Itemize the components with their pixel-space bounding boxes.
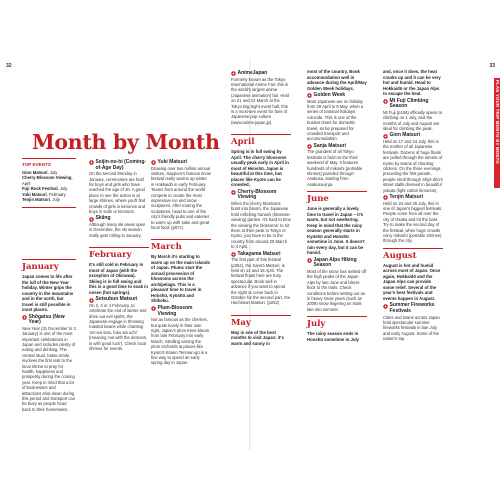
event-body: Although many ski areas open in December, the ski season really gets rolling in January. (89, 222, 146, 238)
event-title: Japan Alps Hiking Season (313, 256, 357, 269)
column-2 (89, 158, 149, 353)
top-event-item: Cherry-Blossom Viewing, April (22, 175, 73, 186)
event-body: Drawing over two million annual visitors, Sapporo's famous snow festival really warms up winter in Hokkaidō in early February. Teams from around the world compete to create the most impressive ice and snow sculptures. After touring the sculptures, head to one of the city's friendly pubs and eateries to warm up with sake and great local food. (p671) (151, 165, 211, 231)
event-icon (307, 258, 312, 263)
event-icon (307, 93, 312, 98)
month-heading-july: July (307, 316, 367, 329)
event-seijin (89, 160, 149, 171)
column-6 (383, 69, 443, 343)
event-icon (151, 160, 156, 165)
event-icon (89, 298, 94, 303)
month-heading-february: February (89, 247, 149, 260)
event-title: Shōgatsu (New Year) (28, 313, 65, 326)
top-event-item: Gion Matsuri, July (22, 169, 58, 175)
top-events-heading: TOP EVENTS (22, 162, 51, 167)
event-title: Yuki Matsuri (157, 159, 187, 165)
month-heading-march: March (151, 239, 211, 252)
event-icon (383, 134, 388, 139)
event-icon (383, 304, 388, 309)
event-body: When the cherry blossoms burst into bloom, the Japanese hold rollicking hanami (blossom-viewing) parties. It's hard to time the viewing the blossoms: to hit them at their peak in Tokyo or Kyoto, you have to be in the country from around 25 March to 4 April. (231, 200, 291, 250)
march-intro: By March it's starting to warm up on the main islands of Japan. Plums start the annual procession of blossoms across the archipelago. This is a pleasant time to travel in Honshū, Kyūshū and Shikoku. (151, 254, 210, 304)
event-icon (383, 99, 388, 104)
february-intro: It's still cold in February in most of Japan (with the exception of Okinawa). Skiing is in full swing and this is a good time to soak in onsen (hot springs). (89, 262, 148, 295)
event-title: Skiing (95, 215, 111, 222)
event-title: Gion Matsuri (389, 132, 421, 139)
may-intro: May is one of the best months to visit Japan: it's warm and sunny in (231, 329, 284, 346)
event-title: Tenjin Matsuri (389, 193, 424, 200)
event-title: Takayama Matsuri (237, 250, 281, 257)
july-intro: The rainy season ends in Honshū sometime in July (307, 331, 360, 342)
event-title: Summer Fireworks Festivals (389, 302, 435, 314)
event-icon (231, 252, 236, 257)
event-title: Seijin-no-hi (Coming-of-Age Day) (95, 159, 147, 171)
event-title: Golden Week (313, 92, 346, 98)
top-events-box (22, 158, 76, 208)
month-heading-june: June (307, 191, 367, 204)
event-title: Mt Fuji Climbing Season (389, 97, 429, 110)
event-body: On 2, 3 or 4 February, to celebrate the end of winter and drive out evil spirits, the Japanese engage in throwing roasted beans while chanting 'oni wa soto, fuku wa uchi' (meaning 'out with the demons, in with good luck'). Check local shrines for events. (89, 302, 148, 352)
june-intro: June is generally a lovely time to travel in Japan – it's warm, but not sweltering. Keep in mind that the rainy season generally starts in Kyūshū and Honshū sometime in June. It doesn't rain every day, but it can be humid. (307, 206, 365, 256)
month-heading-august: August (383, 248, 443, 261)
event-shogatsu (22, 315, 76, 326)
event-title: Setsubun Matsuri (95, 296, 138, 303)
side-tab-label: PLAN YOUR TRIP MONTH BY MONTH (495, 80, 500, 164)
april-intro: Spring is in full swing by April. The cherry blossoms usually peak early in April in most of Honshū. Japan is beautiful at this time, but places like Kyoto can be crowded. (231, 149, 289, 188)
event-plum (151, 306, 211, 317)
column-1 (22, 158, 76, 413)
august-intro: August is hot and humid across most of Japan. Once again, Hokkaidō and the Japan Alps can provide some relief. Several of the year's best festivals and events happen in August. (383, 262, 441, 301)
event-body: Cities and towns across Japan hold spectacular summer fireworks festivals in late July and early August. Some of the nation's top (383, 314, 440, 342)
event-title: AnimeJapan (237, 70, 268, 76)
event-cherry (231, 190, 291, 201)
january-intro: Japan comes to life after the lull of the New Year holiday. Winter grips the country in the mountains and in the north, but travel is still possible in most places. (22, 274, 74, 313)
event-icon (151, 306, 156, 311)
event-icon (89, 217, 94, 222)
month-heading-january: January (22, 259, 76, 272)
column-4-main-text (231, 69, 291, 348)
event-icon (231, 190, 236, 195)
left-page-number: 32 (6, 63, 12, 69)
event-icon (383, 195, 388, 200)
month-heading-may: May (231, 315, 291, 328)
top-event-item: Yuki Matsuri, February (22, 191, 66, 197)
event-icon (231, 71, 236, 76)
event-title: Plum-Blossom Viewing (157, 304, 193, 317)
event-body: Most of the snow has melted off the high peaks of the Japan Alps by late June and hikers flock to the trails. Check conditions before setting out as in heavy snow years (such as 2009) snow lingering on trails late into summer. (307, 268, 367, 312)
event-body: Most Japanese are on holiday from 29 April to 5 May, when a series of national holidays coincide. This is one of the busiest times for domestic travel, so be prepared for crowded transport and accommodation. (307, 98, 364, 142)
column-5 (307, 69, 367, 344)
right-page-number: 33 (489, 63, 495, 69)
event-title: Sanja Matsuri (313, 142, 347, 149)
event-alps (307, 258, 367, 269)
top-event-item: Fuji Rock Festival, July (22, 186, 68, 192)
event-body: Not as famous as the cherries, but quite lovely in their own right, Japan's plum trees bloom from late February into early March. Strolling among the plum orchards at places like Kyoto's Kitano Tenman-gū is a fine way to spend an early spring day in Japan. (151, 317, 210, 366)
event-icon (89, 160, 94, 165)
column-3 (151, 158, 211, 367)
event-icon (22, 315, 27, 320)
top-event-item: Tenjin Matsuri, July (22, 197, 60, 203)
event-body: Formerly known as the Tokyo International Anime Fair, this is the world's largest anime (Japanese animation) fair. Held on 21 and 22 March at the Tokyo Big Sight event hall, this is a must-see event for fans of Japanese pop culture (www.anime-japan.jp). (231, 76, 289, 125)
page-title: Month by Month (32, 130, 220, 154)
event-body: On the second Monday in January, ceremonies are held for boys and girls who have reached the age of 20. A good place to see the action is at large shrines, where you'll find crowds of girls in kimonos and boys in suits or kimonos. (89, 171, 146, 215)
july-intro-cont: and, once it does, the heat cranks up and it can be very hot and humid. Head to Hokkaidō or the Japan Alps to escape the heat. (383, 69, 441, 96)
event-title: Cherry-Blossom Viewing (237, 188, 277, 201)
event-icon (307, 144, 312, 149)
event-summer-fireworks (383, 303, 443, 314)
event-mt-fuji (383, 99, 443, 110)
event-body: The first part of this festival (p252), the Sannō Matsuri, is held on 14 and 15 April. The festival floats here are truly spectacular. Book well in advance if you want to spend the night or come back in October for the second part, the Hachiman Matsuri. (p252) (231, 257, 291, 306)
event-body: The grandest of all Tokyo festivals is held on the third weekend of May. It features hundreds of mikoshi (portable shrines) paraded through Asakusa, starting from Asakusa-jinja. (307, 149, 363, 187)
event-body: Mt Fuji (p166) officially opens to climbing on 1 July, and the months of July and August are ideal for climbing the peak. (383, 109, 443, 131)
event-body: Held on 17 and 24 July, this is the mother of all Japanese festivals. Dozens of huge floats are pulled through the streets of Kyoto by teams of chanting citizens. On the three evenings preceding the first parade, people stroll through Shijō-dōri's street stalls dressed in beautiful yukata (light cotton kimonos). (383, 138, 443, 193)
event-body: New Year (31 December to 3 January) is one of the most important celebrations in Japan and includes plenty of eating and drinking. The central ritual, hatsu-mōde, involves the first visit to the local shrine to pray for health, happiness and prosperity during the coming year. Keep in mind that a lot of businesses and attractions shut down during this period and transport can be busy as people head back to their hometowns. (22, 325, 76, 412)
event-body: Held on 24 and 25 July, this is one of Japan's biggest festivals. People come from all over the city of Osaka and hit the bars. Try to make the second day of the festival, when huge crowds carry mikoshi (portable shrines) through the city. (383, 200, 443, 244)
may-intro-cont: most of the country. Book accommodation well in advance during the April/May Golden Week holidays. (307, 69, 367, 91)
month-heading-april: April (231, 134, 291, 147)
